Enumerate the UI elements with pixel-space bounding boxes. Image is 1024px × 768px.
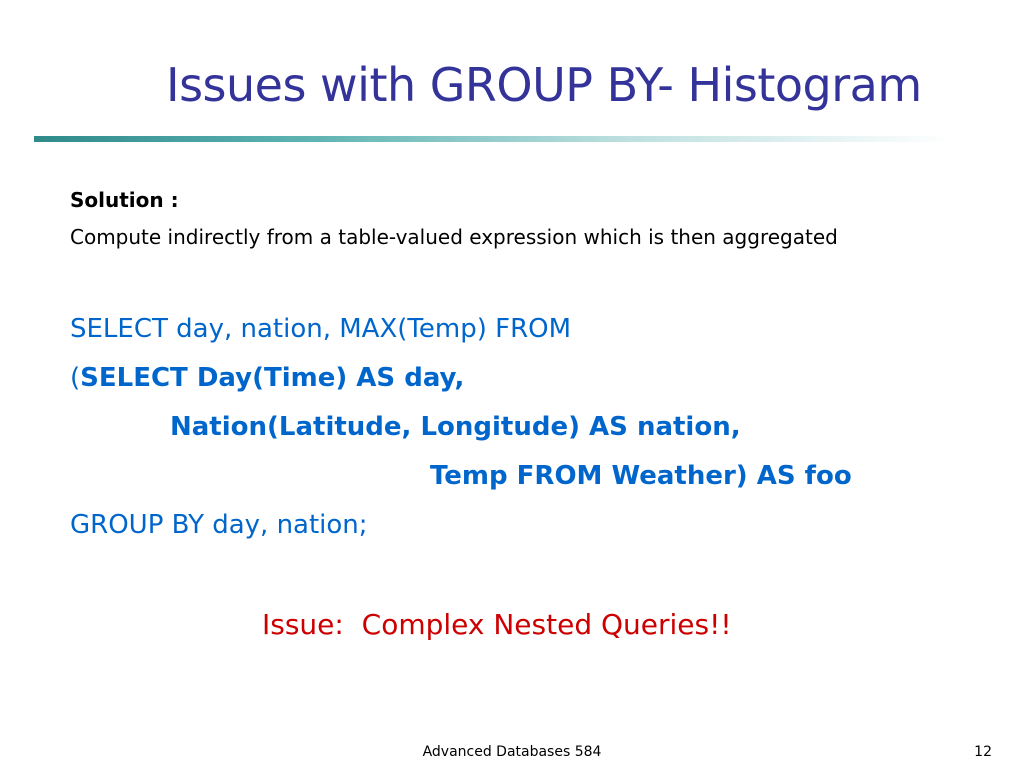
slide-title: Issues with GROUP BY- Histogram — [166, 58, 922, 112]
code-nation-expr: Nation(Latitude, Longitude) AS nation, — [170, 412, 741, 442]
code-open-paren: ( — [70, 363, 81, 393]
code-line-3 — [170, 412, 741, 442]
title-divider — [34, 136, 954, 142]
footer-course: Advanced Databases 584 — [422, 744, 602, 760]
code-line-5: GROUP BY day, nation; — [70, 510, 368, 540]
footer-page-number: 12 — [974, 744, 992, 760]
code-line-1: SELECT day, nation, MAX(Temp) FROM — [70, 314, 572, 344]
code-subquery-select: SELECT Day(Time) AS day, — [80, 363, 465, 393]
code-line-2 — [70, 363, 464, 393]
solution-description: Compute indirectly from a table-valued expression which is then aggregated — [70, 225, 838, 249]
code-temp-from: Temp FROM Weather) AS foo — [430, 461, 852, 491]
solution-heading: Solution : — [70, 188, 179, 212]
issue-note: Issue: Complex Nested Queries!! — [262, 608, 732, 641]
code-line-4 — [430, 461, 852, 491]
